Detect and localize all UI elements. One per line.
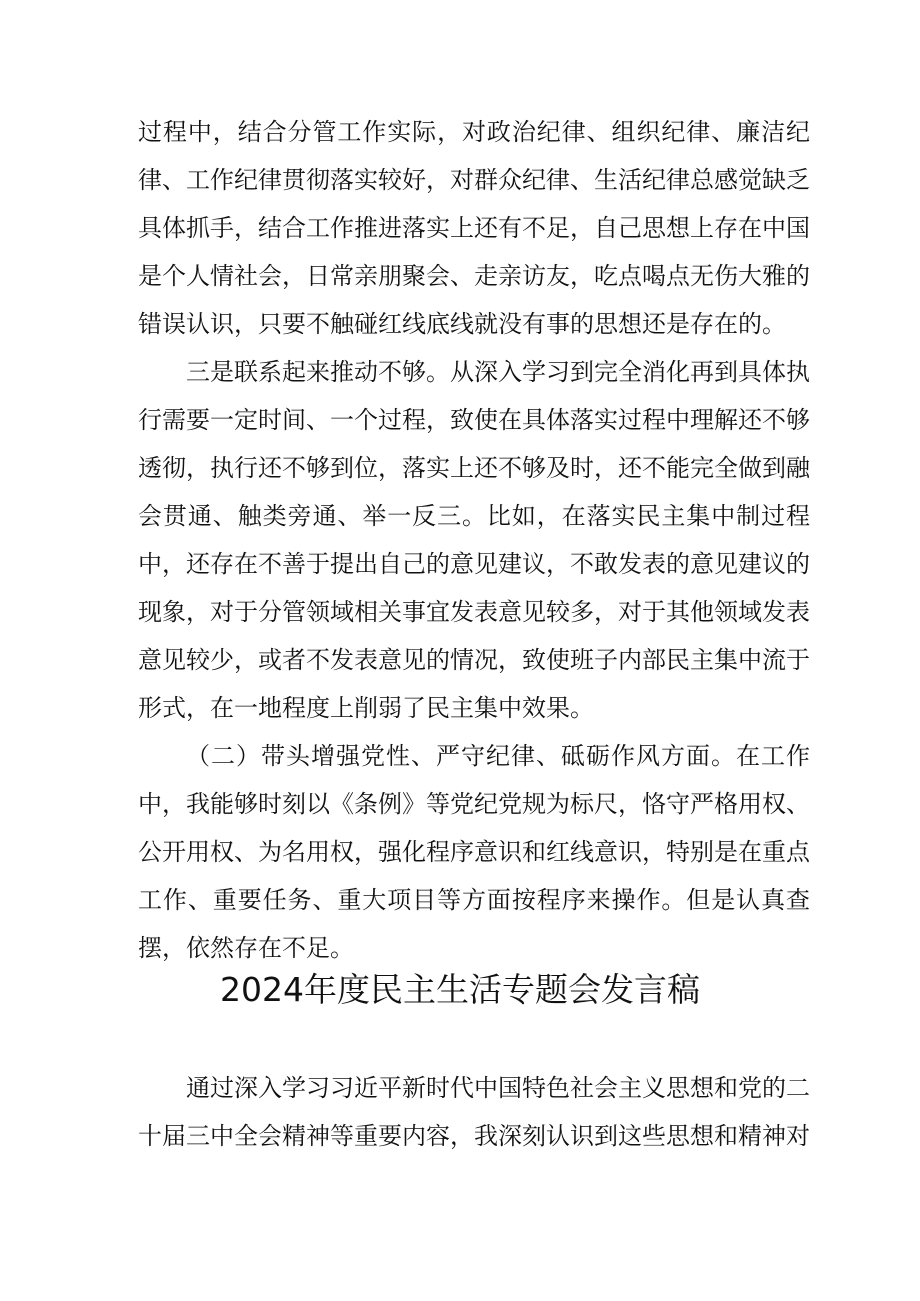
paragraph-continuation: 过程中，结合分管工作实际，对政治纪律、组织纪律、廉洁纪律、工作纪律贯彻落实较好，对群众纪律、生活纪律总感觉缺乏具体抓手，结合工作推进落实上还有不足，自己思想上存在中国是个人情社会，日常亲朋聚会、走亲访友，吃点喝点无伤大雅的错误认识，只要不触碰红线底线就没有事的思想还是存在的。 bbox=[138, 118, 810, 338]
paragraph-section-two: （二）带头增强党性、严守纪律、砥砺作风方面。在工作中，我能够时刻以《条例》等党纪党规为标尺，恪守严格用权、公开用权、为名用权，强化程序意识和红线意识，特别是在重点工作、重要任务、重大项目等方面按程序来操作。但是认真查摆，依然存在不足。 bbox=[138, 742, 810, 962]
paragraph-point-three: 三是联系起来推动不够。从深入学习到完全消化再到具体执行需要一定时间、一个过程，致使在具体落实过程中理解还不够透彻，执行还不够到位，落实上还不够及时，还不能完全做到融会贯通、触类旁通、举一反三。比如，在落实民主集中制过程中，还存在不善于提出自己的意见建议，不敢发表的意见建议的现象，对于分管领域相关事宜发表意见较多，对于其他领域发表意见较少，或者不发表意见的情况，致使班子内部民主集中流于形式，在一地程度上削弱了民主集中效果。 bbox=[138, 358, 810, 722]
document-title: 2024年度民主生活专题会发言稿 bbox=[220, 970, 700, 1009]
paragraph-intro: 通过深入学习习近平新时代中国特色社会主义思想和党的二十届三中全会精神等重要内容，我深刻认识到这些思想和精神对 bbox=[138, 1074, 810, 1150]
